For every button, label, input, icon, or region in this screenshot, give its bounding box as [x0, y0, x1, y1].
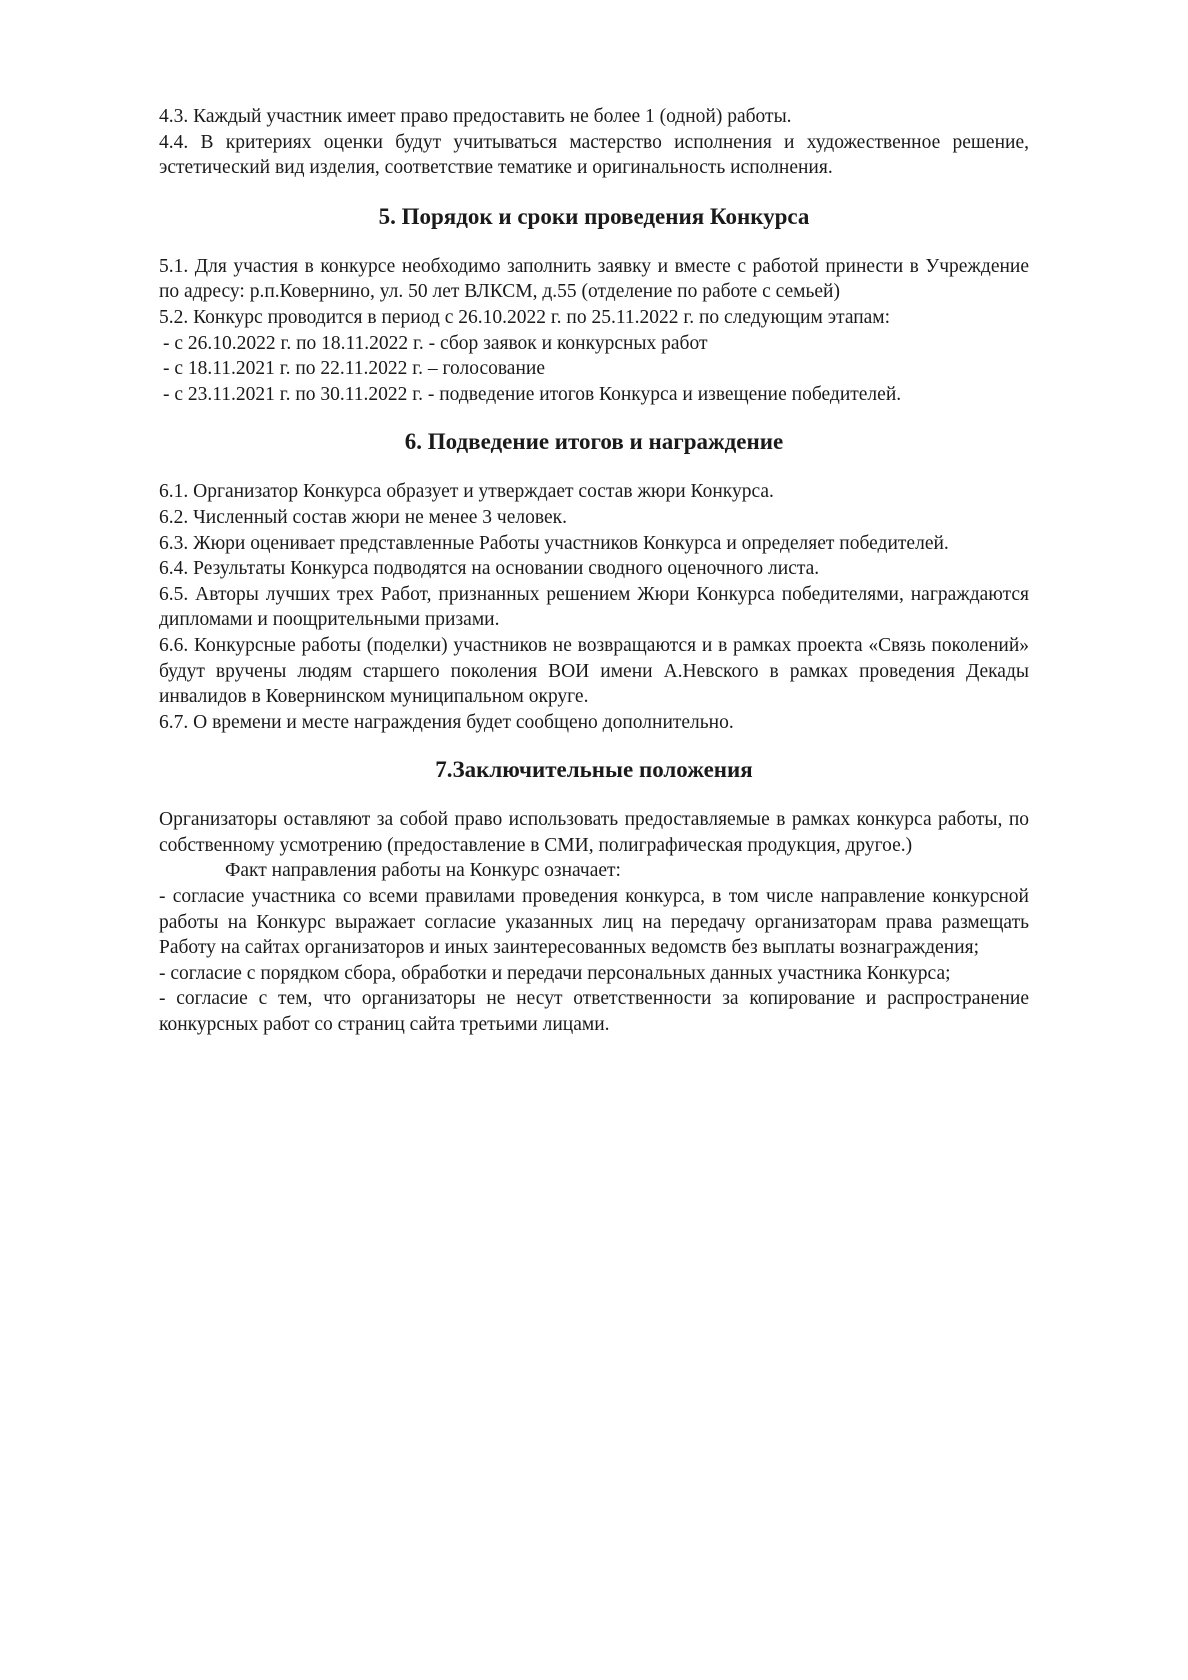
paragraph-5-2: 5.2. Конкурс проводится в период с 26.10.2022 г. по 25.11.2022 г. по следующим этапам: [159, 306, 891, 328]
paragraph-6-7: 6.7. О времени и месте награждения будет сообщено дополнительно. [159, 711, 734, 733]
section-5-heading: 5. Порядок и сроки проведения Конкурса [378, 203, 810, 229]
stage-item-2: - с 18.11.2021 г. по 22.11.2022 г. – голосование [163, 358, 545, 380]
paragraph-7-consent-personal-data: - согласие с порядком сбора, обработки и передачи персональных данных участника Конкурса; [159, 962, 951, 984]
paragraph-4-4: 4.4. В критериях оценки будут учитываться мастерство исполнения и художественное решение, эстетический вид изделия, соответствие тематике и оригинальность исполнения. [159, 131, 1029, 179]
paragraph-7-consent-liability: - согласие с тем, что организаторы не несут ответственности за копирование и распространение конкурсных работ со страниц сайта третьими лицами. [159, 988, 1029, 1036]
paragraph-7-consent-rules: - согласие участника со всеми правилами проведения конкурса, в том числе направление конкурсной работы на Конкурс выражает согласие указанных лиц на передачу организаторам права размещать Работу на сайтах организаторов и иных заинтересованных ведомств без выплаты вознаграждения; [159, 886, 1029, 959]
paragraph-6-4: 6.4. Результаты Конкурса подводятся на основании сводного оценочного листа. [159, 558, 820, 580]
document-page [159, 104, 1029, 1038]
paragraph-5-1: 5.1. Для участия в конкурсе необходимо заполнить заявку и вместе с работой принести в Учреждение по адресу: р.п.Ковернино, ул. 50 лет ВЛКСМ, д.55 (отделение по работе с семьей) [159, 255, 1029, 303]
section-6-heading: 6. Подведение итогов и награждение [404, 429, 784, 455]
paragraph-6-5: 6.5. Авторы лучших трех Работ, признанных решением Жюри Конкурса победителями, награждаются дипломами и поощрительными призами. [159, 583, 1029, 631]
stage-item-3: - с 23.11.2021 г. по 30.11.2022 г. - подведение итогов Конкурса и извещение победителей. [163, 383, 902, 405]
paragraph-6-2: 6.2. Численный состав жюри не менее 3 человек. [159, 506, 567, 528]
paragraph-7-submission-means: Факт направления работы на Конкурс означает: [225, 860, 621, 882]
paragraph-6-1: 6.1. Организатор Конкурса образует и утверждает состав жюри Конкурса. [159, 481, 774, 503]
paragraph-6-3: 6.3. Жюри оценивает представленные Работы участников Конкурса и определяет победителей. [159, 532, 949, 554]
paragraph-4-3: 4.3. Каждый участник имеет право предоставить не более 1 (одной) работы. [159, 106, 792, 127]
stage-item-1: - с 26.10.2022 г. по 18.11.2022 г. - сбор заявок и конкурсных работ [163, 332, 708, 354]
paragraph-6-6: 6.6. Конкурсные работы (поделки) участников не возвращаются и в рамках проекта «Связь поколений» будут вручены людям старшего поколения ВОИ имени А.Невского в рамках проведения Декады инвалидов в Ковернинском муниципальном округе. [159, 634, 1029, 708]
paragraph-7-organizers-rights: Организаторы оставляют за собой право использовать предоставляемые в рамках конкурса работы, по собственному усмотрению (предоставление в СМИ, полиграфическая продукция, другое.) [159, 809, 1029, 856]
section-7-heading: 7.Заключительные положения [435, 757, 753, 783]
